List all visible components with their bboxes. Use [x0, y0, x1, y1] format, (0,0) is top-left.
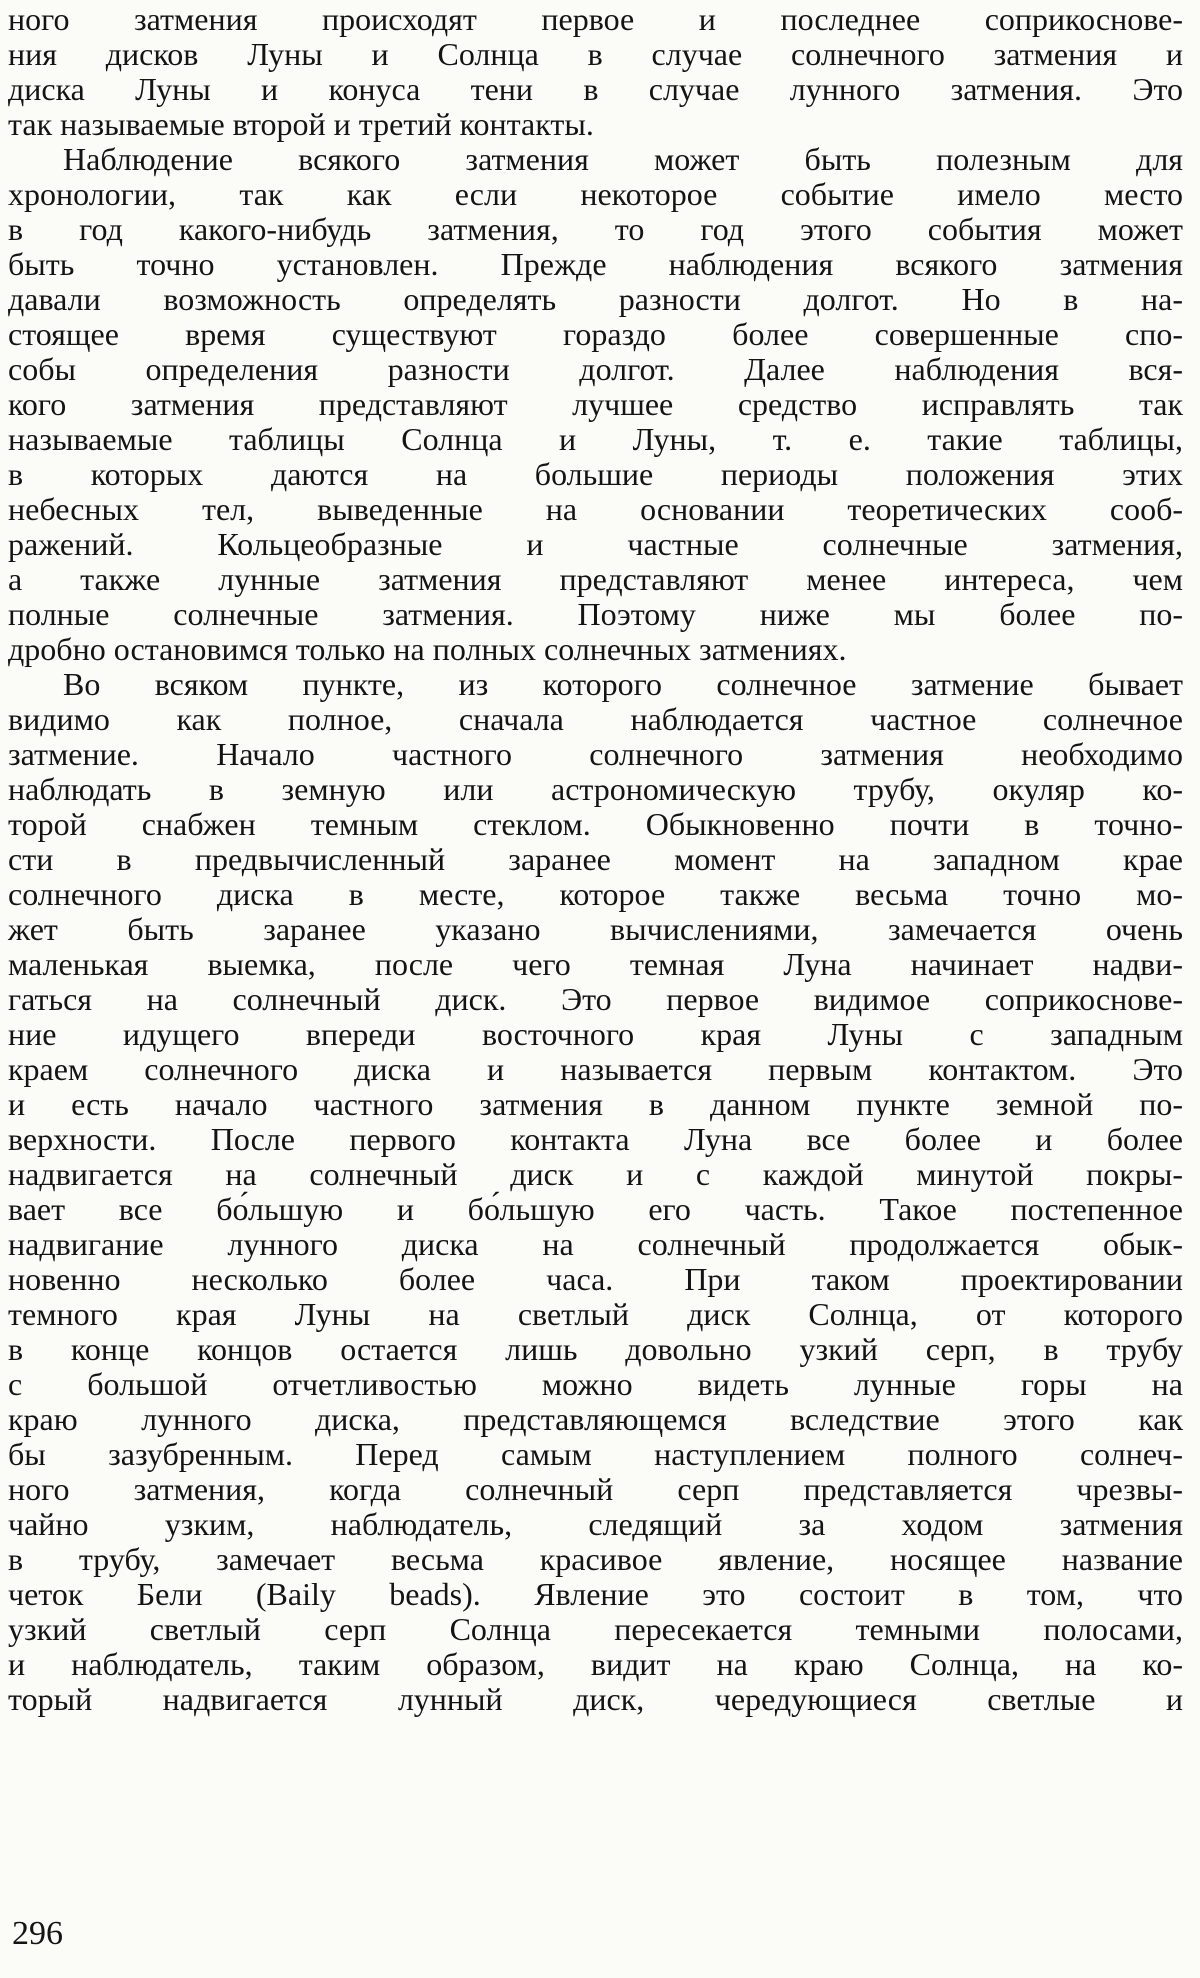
text-line: в которых даются на большие периоды положения этих	[8, 456, 1183, 492]
text-line: солнечного диска в месте, которое также весьма точно мо-	[8, 876, 1183, 912]
text-line: надвигается на солнечный диск и с каждой минутой покры-	[8, 1156, 1183, 1192]
text-line: жет быть заранее указано вычислениями, замечается очень	[8, 911, 1183, 947]
text-line: ражений. Кольцеобразные и частные солнечные затмения,	[8, 526, 1183, 562]
text-line: а также лунные затмения представляют менее интереса, чем	[8, 561, 1183, 597]
text-line: называемые таблицы Солнца и Луны, т. е. такие таблицы,	[8, 421, 1183, 457]
text-line: ного затмения происходят первое и последнее соприкоснове-	[8, 1, 1183, 37]
text-line: дробно остановимся только на полных солнечных затмениях.	[8, 631, 847, 667]
text-line: сти в предвычисленный заранее момент на западном крае	[8, 841, 1183, 877]
text-line: ние идущего впереди восточного края Луны с западным	[8, 1016, 1183, 1052]
text-line: диска Луны и конуса тени в случае лунного затмения. Это	[8, 71, 1183, 107]
text-line: с большой отчетливостью можно видеть лунные горы на	[8, 1366, 1183, 1402]
text-line: наблюдать в земную или астрономическую трубу, окуляр ко-	[8, 771, 1183, 807]
text-line: торый надвигается лунный диск, чередующиеся светлые и	[8, 1681, 1183, 1717]
text-line: бы зазубренным. Перед самым наступлением полного солнеч-	[8, 1436, 1183, 1472]
text-line: краем солнечного диска и называется первым контактом. Это	[8, 1051, 1183, 1087]
text-line: быть точно установлен. Прежде наблюдения всякого затмения	[8, 246, 1183, 282]
text-line: давали возможность определять разности долгот. Но в на-	[8, 281, 1183, 317]
text-line: гаться на солнечный диск. Это первое видимое соприкоснове-	[8, 981, 1183, 1017]
text-line: чайно узким, наблюдатель, следящий за ходом затмения	[8, 1506, 1183, 1542]
text-line: в трубу, замечает весьма красивое явление, носящее название	[8, 1541, 1183, 1577]
text-line: полные солнечные затмения. Поэтому ниже мы более по-	[8, 596, 1183, 632]
text-line: стоящее время существуют гораздо более совершенные спо-	[8, 316, 1183, 352]
text-line: Наблюдение всякого затмения может быть полезным для	[63, 141, 1183, 177]
text-line: хронологии, так как если некоторое событие имело место	[8, 176, 1183, 212]
text-line: в год какого-нибудь затмения, то год этого события может	[8, 211, 1183, 247]
text-line: надвигание лунного диска на солнечный продолжается обык-	[8, 1226, 1183, 1262]
text-line: видимо как полное, сначала наблюдается частное солнечное	[8, 701, 1183, 737]
text-line: в конце концов остается лишь довольно узкий серп, в трубу	[8, 1331, 1183, 1367]
text-line: верхности. После первого контакта Луна все более и более	[8, 1121, 1183, 1157]
text-line: торой снабжен темным стеклом. Обыкновенно почти в точно-	[8, 806, 1183, 842]
text-line: ния дисков Луны и Солнца в случае солнечного затмения и	[8, 36, 1183, 72]
text-line: новенно несколько более часа. При таком проектировании	[8, 1261, 1183, 1297]
text-line: небесных тел, выведенные на основании теоретических сооб-	[8, 491, 1183, 527]
text-line: Во всяком пункте, из которого солнечное затмение бывает	[63, 666, 1183, 702]
text-line: темного края Луны на светлый диск Солнца, от которого	[8, 1296, 1183, 1332]
text-line: так называемые второй и третий контакты.	[8, 106, 594, 142]
text-line: кого затмения представляют лучшее средство исправлять так	[8, 386, 1183, 422]
text-line: четок Бели (Baily beads). Явление это состоит в том, что	[8, 1576, 1183, 1612]
text-line: собы определения разности долгот. Далее наблюдения вся-	[8, 351, 1183, 387]
text-line: и есть начало частного затмения в данном пункте земной по-	[8, 1086, 1183, 1122]
page-body-text	[8, 2, 1183, 1717]
text-line: краю лунного диска, представляющемся вследствие этого как	[8, 1401, 1183, 1437]
text-line: затмение. Начало частного солнечного затмения необходимо	[8, 736, 1183, 772]
page-number: 296	[12, 1915, 63, 1952]
text-line: вает все бо́льшую и бо́льшую его часть. Такое постепенное	[8, 1191, 1183, 1227]
text-line: ного затмения, когда солнечный серп представляется чрезвы-	[8, 1471, 1183, 1507]
text-line: и наблюдатель, таким образом, видит на краю Солнца, на ко-	[8, 1646, 1183, 1682]
text-line: узкий светлый серп Солнца пересекается темными полосами,	[8, 1611, 1183, 1647]
text-line: маленькая выемка, после чего темная Луна начинает надви-	[8, 946, 1183, 982]
